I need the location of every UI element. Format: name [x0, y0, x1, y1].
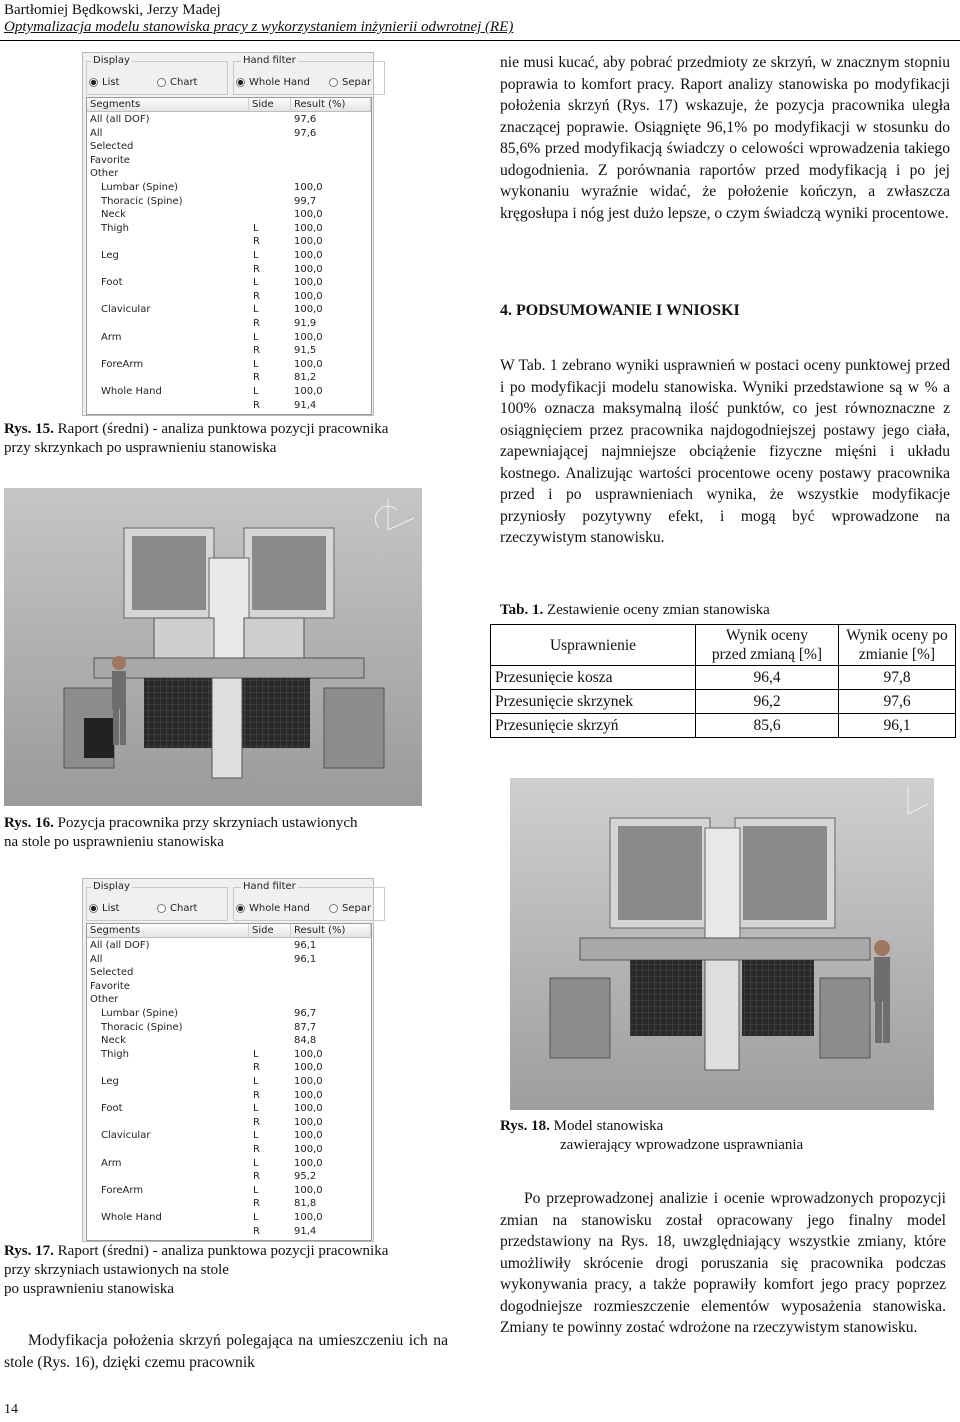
header-text: Wynik oceny po [846, 627, 948, 644]
radio-list[interactable] [89, 903, 119, 914]
paragraph-3: Modyfikacja położenia skrzyń polegająca na umieszczeniu ich na stole (Rys. 16), dzięki czemu pracownik [4, 1332, 448, 1371]
segment-side: L [253, 1048, 259, 1060]
segment-result: 100,0 [294, 1089, 323, 1101]
list-item[interactable] [87, 1170, 371, 1184]
radio-separate-label: Separ [342, 903, 372, 914]
segment-result: 100,0 [294, 250, 323, 261]
segment-result: 97,6 [294, 114, 317, 125]
segment-side: R [253, 399, 260, 411]
figure-caption-rys17 [4, 1242, 474, 1299]
row-after: 97,8 [839, 666, 956, 690]
column-header-segments[interactable]: Segments [87, 98, 249, 112]
list-item[interactable] [87, 1075, 371, 1089]
segment-result: 100,0 [294, 1212, 323, 1223]
segment-side: R [253, 1198, 260, 1210]
list-item[interactable] [87, 1034, 371, 1048]
segment-name: Other [90, 994, 119, 1006]
figure-caption-rys16 [4, 814, 464, 852]
hand-filter-label: Hand filter [243, 55, 296, 66]
segment-name: Foot [101, 1103, 123, 1115]
segment-name: Thoracic (Spine) [101, 195, 183, 207]
list-item[interactable] [87, 1102, 371, 1116]
list-item[interactable] [87, 1197, 371, 1211]
caption-label: Rys. 18. [500, 1118, 550, 1134]
radio-separate[interactable] [329, 903, 371, 914]
caption-text: przy skrzyniach ustawionych na stole [4, 1262, 229, 1278]
results-listbox[interactable] [86, 923, 372, 1241]
radio-dot [157, 904, 166, 913]
caption-text: na stole po usprawnieniu stanowiska [4, 834, 224, 850]
segment-result: 100,0 [294, 1048, 323, 1060]
row-before: 96,2 [696, 690, 839, 714]
table-caption [500, 601, 770, 620]
list-item[interactable] [87, 1157, 371, 1171]
report-panel-rys17 [82, 878, 374, 1242]
list-item[interactable] [87, 1211, 371, 1225]
segment-result: 97,6 [294, 127, 317, 139]
list-item[interactable] [87, 1184, 371, 1198]
caption-label: Rys. 17. [4, 1243, 54, 1259]
list-item[interactable] [87, 371, 371, 385]
list-item[interactable] [87, 1143, 371, 1157]
radio-whole-hand-label: Whole Hand [249, 903, 310, 914]
segment-name: All (all DOF) [90, 114, 150, 125]
segment-side: R [253, 1116, 260, 1128]
header-usprawnienie: Usprawnienie [491, 625, 696, 666]
radio-chart[interactable] [157, 903, 197, 914]
workstation-3d-view-rys18 [510, 778, 934, 1110]
list-item[interactable] [87, 1089, 371, 1103]
segment-result: 100,0 [294, 209, 323, 221]
row-before: 96,4 [696, 666, 839, 690]
segment-side: L [253, 1212, 259, 1223]
segment-name: Leg [101, 250, 119, 261]
radio-dot-selected [89, 904, 98, 913]
segment-result: 100,0 [294, 1130, 323, 1142]
radio-list-label: List [102, 77, 120, 88]
segment-name: Neck [101, 209, 126, 221]
radio-whole-hand-label: Whole Hand [249, 77, 310, 88]
segment-side: R [253, 236, 260, 248]
radio-dot-selected [236, 78, 245, 87]
radio-list[interactable] [89, 77, 119, 88]
segment-name: ForeArm [101, 1184, 144, 1196]
table-row [491, 666, 956, 690]
header-text: zmianie [%] [858, 646, 936, 663]
workstation-model-image [4, 488, 422, 806]
list-item[interactable] [87, 235, 371, 249]
segment-side: R [253, 1225, 260, 1237]
header-rule [0, 40, 960, 41]
caption-text: Raport (średni) - analiza punktowa pozycji pracownika [53, 1243, 389, 1259]
row-name: Przesunięcie kosza [491, 666, 696, 690]
table-row [491, 714, 956, 738]
table-caption-text: Zestawienie oceny zmian stanowiska [543, 602, 770, 618]
segment-side: R [253, 345, 260, 357]
segment-result: 91,9 [294, 318, 317, 329]
list-item[interactable] [87, 1129, 371, 1143]
radio-separate-label: Separ [342, 77, 372, 88]
list-item[interactable] [87, 127, 371, 141]
list-item[interactable] [87, 290, 371, 304]
segment-result: 96,7 [294, 1008, 317, 1019]
row-name: Przesunięcie skrzyń [491, 714, 696, 738]
figure-caption-rys15 [4, 420, 474, 458]
list-item[interactable] [87, 966, 371, 980]
list-item[interactable] [87, 249, 371, 263]
list-item[interactable] [87, 140, 371, 154]
segment-side: L [253, 222, 259, 234]
segment-result: 96,1 [294, 940, 317, 951]
list-item[interactable] [87, 208, 371, 222]
hand-filter-label: Hand filter [243, 881, 296, 892]
segment-result: 100,0 [294, 1144, 323, 1155]
segment-name: All [90, 953, 103, 965]
segment-name: Whole Hand [101, 386, 162, 397]
paragraph-2: W Tab. 1 zebrano wyniki usprawnień w postaci oceny punktowej przed i po modyfikacji modelu stanowiska. Wyniki przedstawione są w % a 100% oznacza maksymalną ilość punktów, co jest równoznaczne z osiągnięciem przez pracownika najdogodniejszej postawy jego ciała, zapewniającej najmniejsze obciążenie fizyczne mięśni i układu kostnego. Analizując wartości procentowe oceny postawy pracownika przed i po usprawnieniach wynika, że wszystkie modyfikacje przyniosły pozytywny efekt, i mogą być wprowadzone na rzeczywistym stanowisku. [500, 357, 950, 546]
list-item[interactable] [87, 953, 371, 967]
segment-name: Neck [101, 1035, 126, 1047]
segment-name: Arm [101, 1157, 122, 1169]
workstation-final-model-image [510, 778, 934, 1110]
radio-chart-label: Chart [170, 903, 198, 914]
segment-name: Leg [101, 1076, 119, 1087]
list-item[interactable] [87, 263, 371, 277]
segment-side: L [253, 331, 259, 343]
list-item[interactable] [87, 167, 371, 181]
list-item[interactable] [87, 1021, 371, 1035]
radio-chart-label: Chart [170, 77, 198, 88]
segment-name: Selected [90, 141, 134, 153]
radio-whole-hand[interactable] [236, 77, 310, 88]
radio-dot [157, 78, 166, 87]
table-caption-label: Tab. 1. [500, 602, 544, 618]
results-table [490, 624, 956, 738]
caption-text: Model stanowiska [549, 1118, 664, 1134]
list-item[interactable] [87, 222, 371, 236]
list-item[interactable] [87, 399, 371, 413]
segment-result: 99,7 [294, 195, 317, 207]
paragraph-4: Po przeprowadzonej analizie i ocenie wprowadzonych propozycji zmian na stanowisku został opracowany jego finalny model przedstawiony na Rys. 18, uwzględniający wszystkie zmiany, które umożliwiły skrócenie drogi poruszania się pracownika podczas wykonywania pracy, a także poprawiły komfort jego pracy poprzez dogodniejsze rozmieszczenie elementów wyposażenia stanowiska. Zmiany te powinny zostać wdrożone na rzeczywistym stanowisku. [500, 1190, 946, 1336]
list-item[interactable] [87, 385, 371, 399]
segment-result: 100,0 [294, 1076, 323, 1087]
segment-side: L [253, 1076, 259, 1087]
header-text: Wynik oceny [725, 627, 809, 644]
segment-result: 100,0 [294, 1184, 323, 1196]
figure-caption-rys18 [500, 1117, 940, 1155]
segment-result: 100,0 [294, 222, 323, 234]
segment-result: 100,0 [294, 1157, 323, 1169]
list-item[interactable] [87, 1048, 371, 1062]
segment-side: L [253, 277, 259, 289]
segment-side: L [253, 250, 259, 261]
list-item[interactable] [87, 303, 371, 317]
segment-result: 100,0 [294, 1116, 323, 1128]
segment-name: All [90, 127, 103, 139]
segment-side: L [253, 1130, 259, 1142]
results-listbox[interactable] [86, 97, 372, 415]
list-item[interactable] [87, 344, 371, 358]
segment-name: Arm [101, 331, 122, 343]
segment-name: Whole Hand [101, 1212, 162, 1223]
segment-name: Lumbar (Spine) [101, 1008, 179, 1019]
display-label: Display [93, 881, 130, 892]
header-text: przed zmianą [%] [711, 646, 823, 663]
caption-text: Pozycja pracownika przy skrzyniach ustawionych [53, 815, 358, 831]
table-row [491, 690, 956, 714]
segment-result: 84,8 [294, 1035, 317, 1047]
caption-text: Raport (średni) - analiza punktowa pozycji pracownika [53, 421, 389, 437]
segment-side: L [253, 304, 259, 316]
list-item[interactable] [87, 195, 371, 209]
list-item[interactable] [87, 331, 371, 345]
table-header-row [491, 625, 956, 666]
running-header-authors: Bartłomiej Będkowski, Jerzy Madej [4, 2, 221, 18]
segment-result: 100,0 [294, 358, 323, 370]
segment-side: R [253, 318, 260, 329]
column-header-result[interactable]: Result (%) [291, 98, 371, 112]
segment-result: 100,0 [294, 290, 323, 302]
radio-list-label: List [102, 903, 120, 914]
list-item[interactable] [87, 993, 371, 1007]
column-header-segments[interactable]: Segments [87, 924, 249, 938]
list-item[interactable] [87, 113, 371, 127]
radio-dot [329, 904, 338, 913]
segment-side: L [253, 1184, 259, 1196]
radio-chart[interactable] [157, 77, 197, 88]
list-item[interactable] [87, 317, 371, 331]
segment-result: 100,0 [294, 182, 323, 193]
segment-result: 100,0 [294, 236, 323, 248]
list-item[interactable] [87, 1007, 371, 1021]
header-after [839, 625, 956, 666]
segment-side: R [253, 263, 260, 275]
segment-side: R [253, 372, 260, 384]
column-header-result[interactable]: Result (%) [291, 924, 371, 938]
segment-result: 100,0 [294, 263, 323, 275]
segment-name: All (all DOF) [90, 940, 150, 951]
segment-name: Selected [90, 967, 134, 979]
section-heading: 4. PODSUMOWANIE I WNIOSKI [500, 302, 740, 319]
workstation-3d-view-rys16 [4, 488, 422, 806]
segment-result: 100,0 [294, 1103, 323, 1115]
row-name: Przesunięcie skrzynek [491, 690, 696, 714]
list-item[interactable] [87, 939, 371, 953]
segment-side: R [253, 290, 260, 302]
segment-name: Favorite [90, 980, 130, 992]
segment-result: 96,1 [294, 953, 317, 965]
list-item[interactable] [87, 276, 371, 290]
segment-name: Thoracic (Spine) [101, 1021, 183, 1033]
page-number: 14 [4, 1402, 18, 1417]
segment-name: Other [90, 168, 119, 180]
segment-result: 100,0 [294, 386, 323, 397]
segment-name: Foot [101, 277, 123, 289]
segment-name: Lumbar (Spine) [101, 182, 179, 193]
segment-side: L [253, 386, 259, 397]
segment-result: 87,7 [294, 1021, 317, 1033]
segment-side: R [253, 1171, 260, 1183]
segment-result: 95,2 [294, 1171, 317, 1183]
segment-result: 91,5 [294, 345, 317, 357]
radio-dot [329, 78, 338, 87]
segment-name: Thigh [101, 222, 129, 234]
list-item[interactable] [87, 358, 371, 372]
list-item[interactable] [87, 1116, 371, 1130]
list-item[interactable] [87, 154, 371, 168]
segment-result: 100,0 [294, 277, 323, 289]
segment-result: 100,0 [294, 331, 323, 343]
report-panel-rys15 [82, 52, 374, 416]
segment-name: Clavicular [101, 304, 151, 316]
segment-side: R [253, 1062, 260, 1074]
radio-dot-selected [89, 78, 98, 87]
row-after: 97,6 [839, 690, 956, 714]
segment-result: 100,0 [294, 1062, 323, 1074]
segment-result: 81,8 [294, 1198, 317, 1210]
radio-separate[interactable] [329, 77, 371, 88]
segment-name: ForeArm [101, 358, 144, 370]
caption-text: po usprawnieniu stanowiska [4, 1281, 174, 1297]
segment-result: 91,4 [294, 399, 317, 411]
segment-name: Favorite [90, 154, 130, 166]
segment-name: Thigh [101, 1048, 129, 1060]
radio-whole-hand[interactable] [236, 903, 310, 914]
paragraph-1: nie musi kucać, aby pobrać przedmioty ze skrzyń, w znacznym stopniu poprawia to komfort pracy. Raport analizy stanowiska po modyfikacji położenia skrzyń (Rys. 17) wskazuje, że pozycja pracownika uległa znaczącej poprawie. Osiągnięte 96,1% po modyfikacji w stosunku do 85,6% przed modyfikacją świadczy o celowości wprowadzenia takiego udogodnienia. Z porównania raportów przed modyfikacją i po jej wykonaniu wyraźnie widać, że położenie kończyn, a zwłaszcza kręgosłupa i nóg jest dużo lepsze, o czym świadczą wyniki procentowe. [500, 54, 950, 222]
column-header-side[interactable]: Side [249, 924, 291, 938]
display-label: Display [93, 55, 130, 66]
segment-side: L [253, 358, 259, 370]
radio-dot-selected [236, 904, 245, 913]
list-item[interactable] [87, 980, 371, 994]
list-item[interactable] [87, 1225, 371, 1239]
caption-label: Rys. 16. [4, 815, 54, 831]
caption-text: zawierający wprowadzone usprawniania [560, 1137, 804, 1153]
segment-result: 91,4 [294, 1225, 317, 1237]
segment-side: L [253, 1103, 259, 1115]
column-header-side[interactable]: Side [249, 98, 291, 112]
running-header-title: Optymalizacja modelu stanowiska pracy z wykorzystaniem inżynierii odwrotnej (RE) [4, 19, 514, 35]
header-before [696, 625, 839, 666]
row-after: 96,1 [839, 714, 956, 738]
list-item[interactable] [87, 181, 371, 195]
list-item[interactable] [87, 1061, 371, 1075]
segment-result: 100,0 [294, 304, 323, 316]
row-before: 85,6 [696, 714, 839, 738]
caption-label: Rys. 15. [4, 421, 54, 437]
segment-side: R [253, 1089, 260, 1101]
segment-result: 81,2 [294, 372, 317, 384]
segment-side: L [253, 1157, 259, 1169]
segment-side: R [253, 1144, 260, 1155]
segment-name: Clavicular [101, 1130, 151, 1142]
caption-text: przy skrzynkach po usprawnieniu stanowiska [4, 440, 277, 456]
